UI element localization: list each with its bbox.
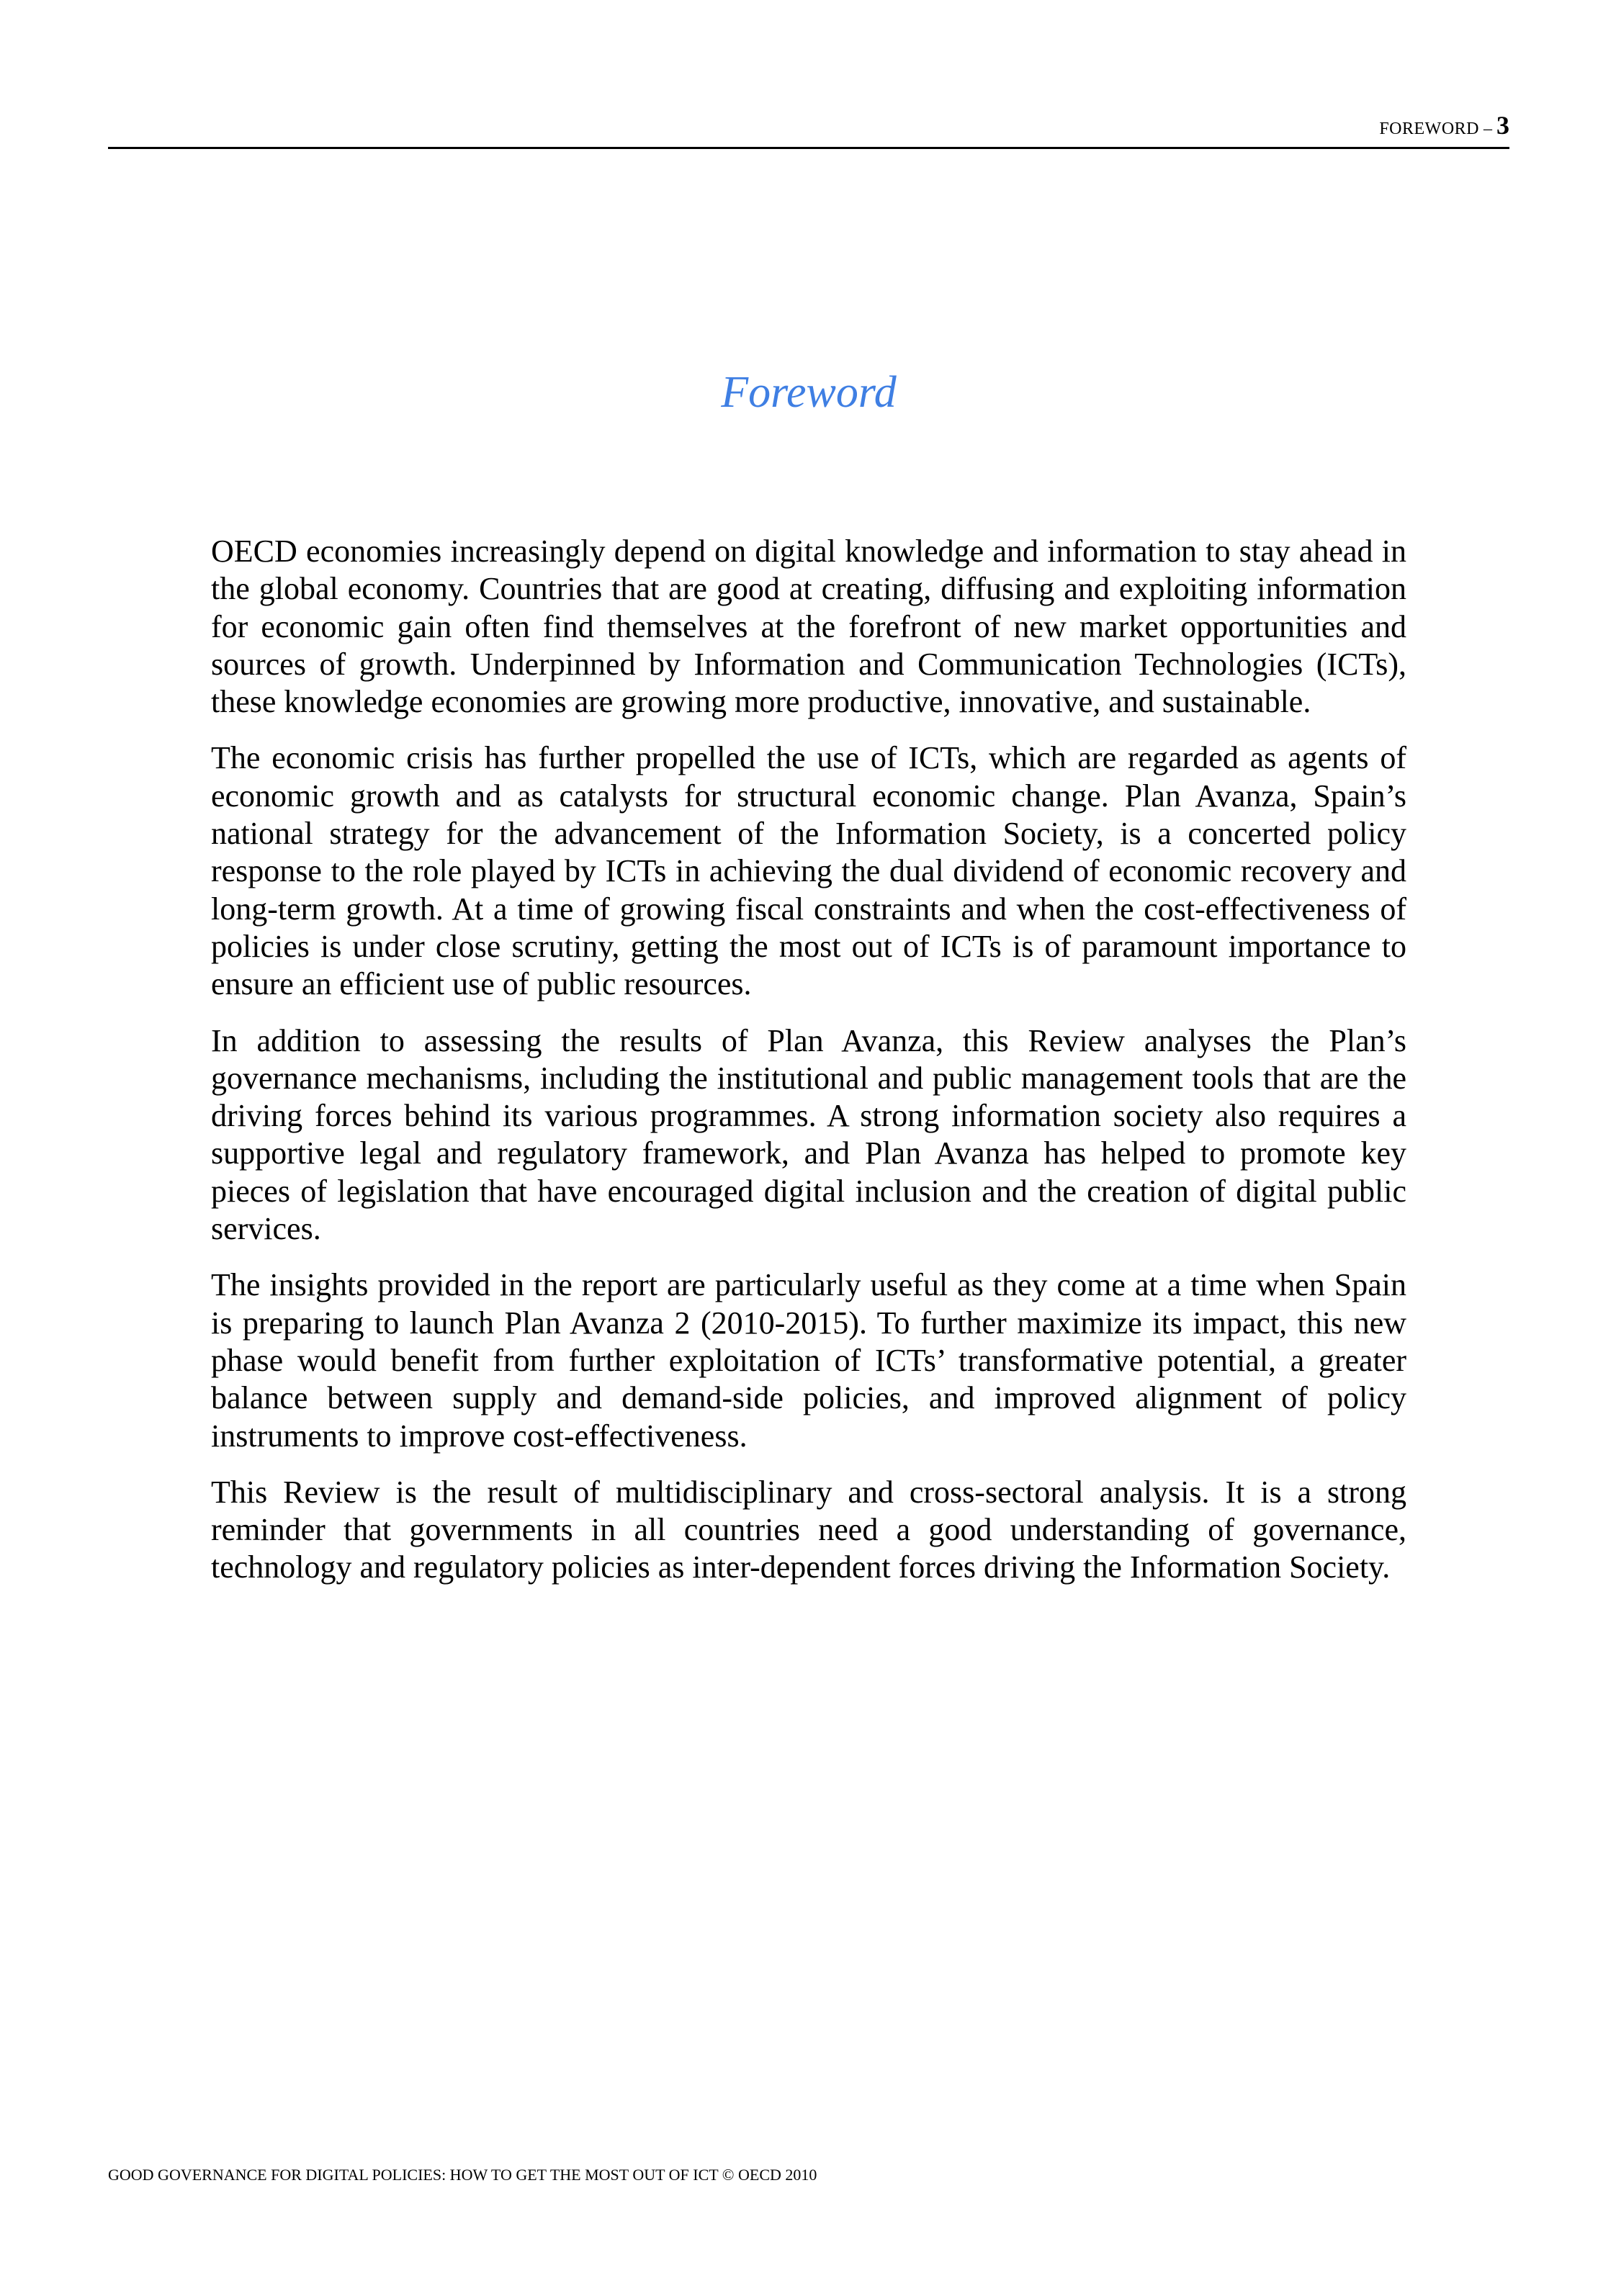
body-text — [211, 533, 1406, 1606]
page-title: Foreword — [721, 368, 897, 417]
running-head — [1379, 112, 1509, 138]
header-separator: – — [1479, 120, 1496, 138]
paragraph: In addition to assessing the results of Plan Avanza, this Review analyses the Plan’s governance mechanisms, including the institutional and public management tools that are the driving forces behind its various programmes. A strong information society also requires a supportive legal and regulatory framework, and Plan Avanza has helped to promote key pieces of legislation that have encouraged digital inclusion and the creation of digital public services. — [211, 1022, 1406, 1247]
section-label: FOREWORD — [1379, 120, 1479, 138]
paragraph: The economic crisis has further propelled the use of ICTs, which are regarded as agents of economic growth and as catalysts for structural economic change. Plan Avanza, Spain’s national strategy for the advancement of the Information Society, is a concerted policy response to the role played by ICTs in achieving the dual dividend of economic recovery and long-term growth. At a time of growing fiscal constraints and when the cost-effectiveness of policies is under close scrutiny, getting the most out of ICTs is of paramount importance to ensure an efficient use of public resources. — [211, 740, 1406, 1002]
page-footer: GOOD GOVERNANCE FOR DIGITAL POLICIES: HOW TO GET THE MOST OUT OF ICT © OECD 2010 — [108, 2166, 817, 2184]
paragraph: The insights provided in the report are particularly useful as they come at a time when Spain is preparing to launch Plan Avanza 2 (2010-2015). To further maximize its impact, this new phase would benefit from further exploitation of ICTs’ transformative potential, a greater balance between supply and demand-side policies, and improved alignment of policy instruments to improve cost-effectiveness. — [211, 1267, 1406, 1454]
page-header — [108, 108, 1509, 149]
paragraph: This Review is the result of multidisciplinary and cross-sectoral analysis. It is a strong reminder that governments in all countries need a good understanding of governance, technology and regulatory policies as inter-dependent forces driving the Information Society. — [211, 1474, 1406, 1585]
paragraph: OECD economies increasingly depend on digital knowledge and information to stay ahead in the global economy. Countries that are good at creating, diffusing and exploiting information for economic gain often find themselves at the forefront of new market opportunities and sources of growth. Underpinned by Information and Communication Technologies (ICTs), these knowledge economies are growing more productive, innovative, and sustainable. — [211, 534, 1406, 720]
page-number: 3 — [1496, 111, 1509, 140]
